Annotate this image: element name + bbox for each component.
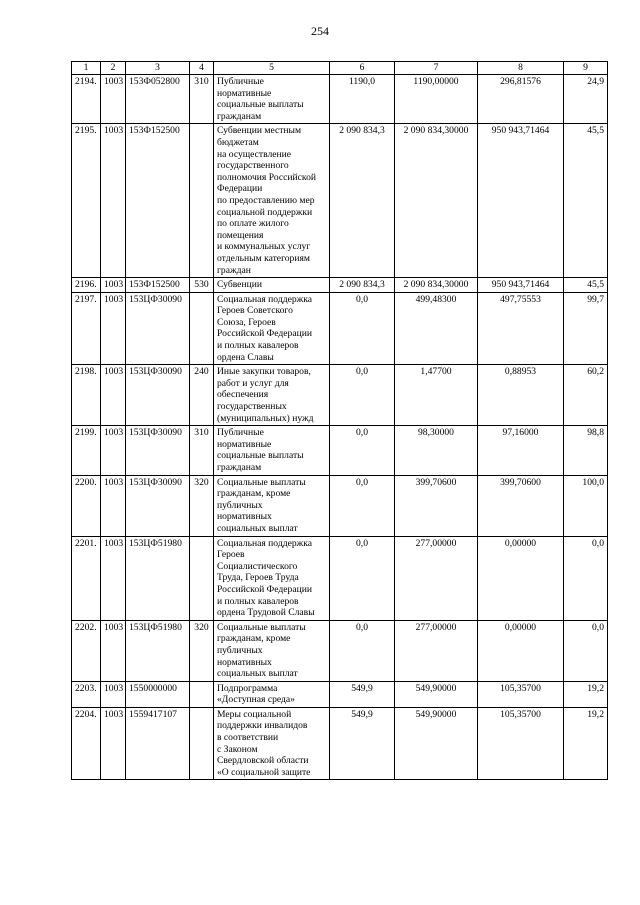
row-number: 2202. — [72, 620, 101, 681]
target-code: 153ЦФ30090 — [126, 365, 190, 426]
table-row — [72, 75, 608, 124]
executed-amount: 950 943,71464 — [478, 124, 564, 278]
item-name-line: Меры социальной — [217, 708, 292, 720]
item-name-line: гражданам, кроме — [217, 633, 291, 645]
budget-table — [71, 61, 608, 780]
item-name-line: Свердловской области — [217, 755, 309, 767]
item-name-line: Публичные — [217, 427, 264, 439]
executed-amount: 0,00000 — [478, 620, 564, 681]
row-number: 2194. — [72, 75, 101, 124]
row-number: 2204. — [72, 707, 101, 780]
section-code: 1003 — [101, 124, 126, 278]
row-number: 2196. — [72, 278, 101, 293]
section-code: 1003 — [101, 278, 126, 293]
item-name-line: бюджетам — [217, 136, 259, 148]
expense-type: 320 — [190, 620, 214, 681]
item-name-line: обеспечения — [217, 389, 269, 401]
executed-amount: 497,75553 — [478, 292, 564, 365]
item-name-line: Российской Федерации — [217, 328, 312, 340]
executed-amount: 296,81576 — [478, 75, 564, 124]
table-row — [72, 681, 608, 707]
execution-percent: 45,5 — [564, 278, 608, 293]
execution-percent: 60,2 — [564, 365, 608, 426]
expense-type: 310 — [190, 75, 214, 124]
executed-amount: 0,00000 — [478, 536, 564, 620]
approved-amount: 0,0 — [330, 365, 395, 426]
column-header-5: 5 — [214, 62, 330, 75]
item-name-line: на осуществление — [217, 148, 292, 160]
item-name — [214, 365, 330, 426]
item-name-line: Субвенции — [217, 279, 262, 291]
item-name-line: социальных выплат — [217, 668, 298, 680]
expense-type: 320 — [190, 475, 214, 536]
table-body — [72, 75, 608, 780]
row-number: 2201. — [72, 536, 101, 620]
approved-amount: 2 090 834,3 — [330, 278, 395, 293]
item-name-line: социальной поддержки — [217, 206, 313, 218]
table-row — [72, 620, 608, 681]
item-name-line: публичных — [217, 644, 263, 656]
budget-amount: 1,47700 — [395, 365, 478, 426]
target-code: 153ЦФ51980 — [126, 620, 190, 681]
approved-amount: 0,0 — [330, 426, 395, 475]
section-code: 1003 — [101, 365, 126, 426]
budget-amount: 549,90000 — [395, 707, 478, 780]
executed-amount: 105,35700 — [478, 707, 564, 780]
execution-percent: 100,0 — [564, 475, 608, 536]
item-name-line: Иные закупки товаров, — [217, 366, 311, 378]
approved-amount: 0,0 — [330, 292, 395, 365]
item-name — [214, 124, 330, 278]
table-row — [72, 365, 608, 426]
table-row — [72, 124, 608, 278]
item-name-line: нормативных — [217, 511, 272, 523]
page-number: 254 — [311, 24, 329, 38]
table-row — [72, 475, 608, 536]
row-number: 2195. — [72, 124, 101, 278]
expense-type — [190, 681, 214, 707]
item-name-line: Социальные выплаты — [217, 621, 306, 633]
item-name-line: отдельным категориям — [217, 252, 310, 264]
item-name-line: «О социальной защите — [217, 766, 311, 778]
execution-percent: 19,2 — [564, 707, 608, 780]
item-name-line: Субвенции местным — [217, 125, 302, 137]
item-name-line: помещения — [217, 229, 264, 241]
execution-percent: 0,0 — [564, 620, 608, 681]
item-name-line: и полных кавалеров — [217, 595, 299, 607]
column-header-8: 8 — [478, 62, 564, 75]
approved-amount: 1190,0 — [330, 75, 395, 124]
row-number: 2203. — [72, 681, 101, 707]
item-name-line: Российской Федерации — [217, 583, 312, 595]
item-name — [214, 75, 330, 124]
execution-percent: 19,2 — [564, 681, 608, 707]
execution-percent: 24,9 — [564, 75, 608, 124]
section-code: 1003 — [101, 292, 126, 365]
item-name-line: «Доступная среда» — [217, 694, 295, 706]
target-code: 153Ф152500 — [126, 124, 190, 278]
budget-amount: 499,48300 — [395, 292, 478, 365]
item-name-line: Героев — [217, 549, 245, 561]
approved-amount: 0,0 — [330, 536, 395, 620]
table-row — [72, 707, 608, 780]
row-number: 2198. — [72, 365, 101, 426]
column-header-1: 1 — [72, 62, 101, 75]
row-number: 2200. — [72, 475, 101, 536]
item-name — [214, 536, 330, 620]
item-name — [214, 278, 330, 293]
item-name-line: и полных кавалеров — [217, 340, 299, 352]
target-code: 153ЦФ51980 — [126, 536, 190, 620]
item-name-line: Социалистического — [217, 560, 298, 572]
approved-amount: 0,0 — [330, 475, 395, 536]
item-name-line: Союза, Героев — [217, 316, 276, 328]
item-name-line: ордена Трудовой Славы — [217, 607, 315, 619]
section-code: 1003 — [101, 75, 126, 124]
item-name-line: и коммунальных услуг — [217, 241, 311, 253]
table-row — [72, 536, 608, 620]
column-header-7: 7 — [395, 62, 478, 75]
item-name-line: Публичные — [217, 76, 264, 87]
item-name-line: нормативные — [217, 438, 272, 450]
item-name-line: Социальные выплаты — [217, 476, 306, 488]
budget-amount: 98,30000 — [395, 426, 478, 475]
item-name-line: гражданам, кроме — [217, 488, 291, 500]
item-name-line: публичных — [217, 499, 263, 511]
expense-type — [190, 292, 214, 365]
target-code: 1559417107 — [126, 707, 190, 780]
execution-percent: 0,0 — [564, 536, 608, 620]
item-name-line: гражданам — [217, 110, 262, 122]
column-header-9: 9 — [564, 62, 608, 75]
item-name-line: нормативные — [217, 87, 272, 99]
row-number: 2199. — [72, 426, 101, 475]
expense-type: 530 — [190, 278, 214, 293]
item-name — [214, 707, 330, 780]
budget-amount: 549,90000 — [395, 681, 478, 707]
header-row — [72, 62, 608, 75]
item-name — [214, 292, 330, 365]
item-name-line: гражданам — [217, 462, 262, 473]
table-row — [72, 426, 608, 475]
item-name-line: работ и услуг для — [217, 377, 289, 389]
executed-amount: 0,88953 — [478, 365, 564, 426]
approved-amount: 2 090 834,3 — [330, 124, 395, 278]
target-code: 1550000000 — [126, 681, 190, 707]
expense-type — [190, 536, 214, 620]
section-code: 1003 — [101, 620, 126, 681]
executed-amount: 950 943,71464 — [478, 278, 564, 293]
item-name-line: по предоставлению мер — [217, 194, 315, 206]
table-row — [72, 292, 608, 365]
item-name-line: нормативных — [217, 656, 272, 668]
item-name — [214, 620, 330, 681]
section-code: 1003 — [101, 536, 126, 620]
approved-amount: 549,9 — [330, 681, 395, 707]
expense-type: 310 — [190, 426, 214, 475]
item-name-line: граждан — [217, 264, 251, 276]
item-name-line: поддержки инвалидов — [217, 720, 308, 732]
section-code: 1003 — [101, 681, 126, 707]
budget-amount: 399,70600 — [395, 475, 478, 536]
section-code: 1003 — [101, 707, 126, 780]
executed-amount: 97,16000 — [478, 426, 564, 475]
approved-amount: 0,0 — [330, 620, 395, 681]
item-name — [214, 475, 330, 536]
item-name-line: Труда, Героев Труда — [217, 572, 299, 584]
budget-amount: 2 090 834,30000 — [395, 278, 478, 293]
target-code: 153ЦФ30090 — [126, 426, 190, 475]
expense-type: 240 — [190, 365, 214, 426]
execution-percent: 99,7 — [564, 292, 608, 365]
item-name-line: полномочия Российской — [217, 171, 317, 183]
row-number: 2197. — [72, 292, 101, 365]
item-name-line: социальные выплаты — [217, 99, 304, 111]
column-header-3: 3 — [126, 62, 190, 75]
approved-amount: 549,9 — [330, 707, 395, 780]
item-name — [214, 681, 330, 707]
item-name-line: Подпрограмма — [217, 682, 278, 694]
item-name-line: государственного — [217, 160, 289, 172]
table-row — [72, 278, 608, 293]
section-code: 1003 — [101, 475, 126, 536]
item-name-line: государственных — [217, 401, 287, 413]
item-name-line: социальные выплаты — [217, 450, 304, 462]
budget-amount: 277,00000 — [395, 536, 478, 620]
item-name-line: в соответствии — [217, 732, 279, 744]
column-header-6: 6 — [330, 62, 395, 75]
target-code: 153ЦФ30090 — [126, 475, 190, 536]
item-name-line: ордена Славы — [217, 351, 274, 363]
item-name-line: социальных выплат — [217, 522, 298, 534]
executed-amount: 399,70600 — [478, 475, 564, 536]
target-code: 153Ф052800 — [126, 75, 190, 124]
budget-amount: 277,00000 — [395, 620, 478, 681]
item-name-line: Социальная поддержка — [217, 537, 313, 549]
budget-amount: 1190,00000 — [395, 75, 478, 124]
item-name-line: (муниципальных) нужд — [217, 412, 314, 424]
target-code: 153ЦФ30090 — [126, 292, 190, 365]
executed-amount: 105,35700 — [478, 681, 564, 707]
expense-type — [190, 124, 214, 278]
budget-amount: 2 090 834,30000 — [395, 124, 478, 278]
item-name-line: с Законом — [217, 743, 258, 755]
column-header-4: 4 — [190, 62, 214, 75]
section-code: 1003 — [101, 426, 126, 475]
item-name — [214, 426, 330, 475]
execution-percent: 45,5 — [564, 124, 608, 278]
item-name-line: Федерации — [217, 183, 263, 195]
execution-percent: 98,8 — [564, 426, 608, 475]
item-name-line: по оплате жилого — [217, 218, 289, 230]
item-name-line: Социальная поддержка — [217, 293, 313, 305]
item-name-line: Героев Советского — [217, 305, 293, 317]
table-header — [72, 62, 608, 75]
column-header-2: 2 — [101, 62, 126, 75]
target-code: 153Ф152500 — [126, 278, 190, 293]
expense-type — [190, 707, 214, 780]
